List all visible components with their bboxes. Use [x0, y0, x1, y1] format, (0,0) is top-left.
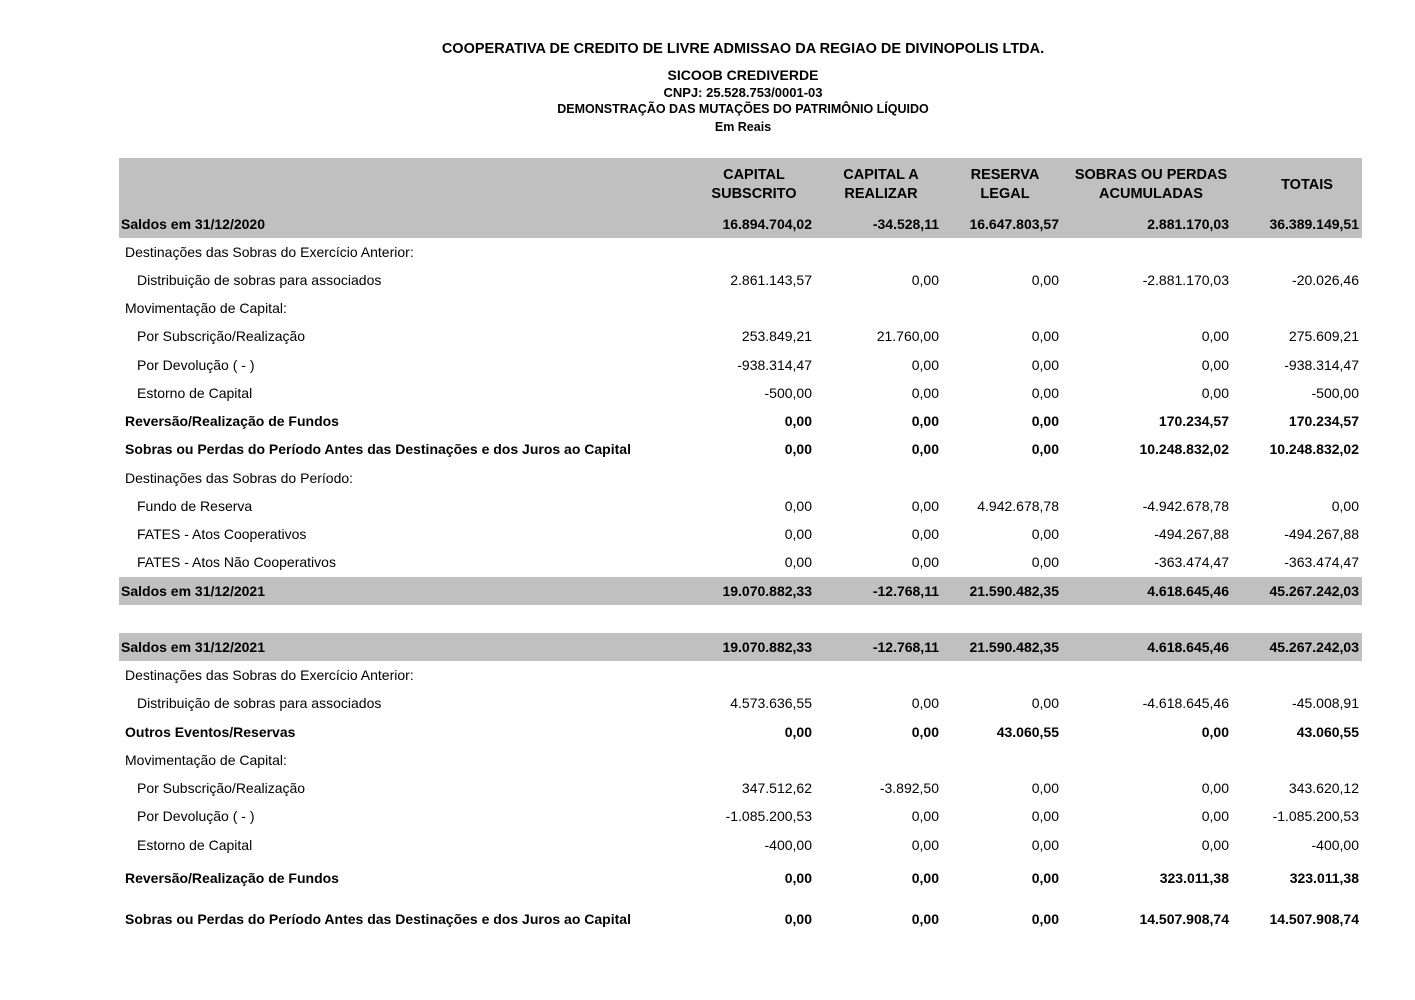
row-value: 0,00: [1031, 870, 1059, 886]
row-value: 0,00: [911, 554, 939, 570]
column-header-capital-subscrito: CAPITAL SUBSCRITO: [711, 167, 797, 202]
row-value: 0,00: [911, 272, 939, 288]
row-value: -3.892,50: [879, 780, 939, 796]
row-value: -1.085.200,53: [1272, 808, 1359, 824]
row-value: 45.267.242,03: [1269, 583, 1359, 599]
row-value: -34.528,11: [872, 216, 939, 232]
row-value: 0,00: [1031, 780, 1059, 796]
row-value: -20.026,46: [1292, 272, 1359, 288]
column-header-sobras-ou-perdas: SOBRAS OU PERDAS ACUMULADAS: [1074, 167, 1228, 202]
row-value: 0,00: [911, 870, 939, 886]
row-value: 0,00: [911, 498, 939, 514]
table-row: [119, 864, 1362, 892]
row-value: -400,00: [764, 837, 812, 853]
row-value: 0,00: [911, 526, 939, 542]
table-row: [119, 577, 1362, 605]
table-row: [119, 548, 1362, 576]
row-value: -363.474,47: [1284, 554, 1359, 570]
row-value: 170.234,57: [1158, 413, 1229, 429]
row-label: Destinações das Sobras do Exercício Anterior:: [125, 244, 414, 260]
row-label: Destinações das Sobras do Exercício Anterior:: [125, 667, 414, 683]
row-value: -494.267,88: [1154, 526, 1229, 542]
row-value: 347.512,62: [741, 780, 812, 796]
row-value: 0,00: [1201, 837, 1229, 853]
row-value: -938.314,47: [1284, 357, 1359, 373]
row-value: -363.474,47: [1154, 554, 1229, 570]
row-value: 0,00: [1201, 724, 1229, 740]
row-label: FATES - Atos Não Cooperativos: [137, 554, 336, 570]
row-label: Estorno de Capital: [137, 837, 253, 853]
table-row: [119, 689, 1362, 717]
row-value: 4.618.645,46: [1147, 639, 1229, 655]
row-label: FATES - Atos Cooperativos: [137, 526, 307, 542]
company-brand: SICOOB CREDIVERDE: [667, 67, 819, 83]
table-row: [119, 322, 1362, 350]
row-label: Por Subscrição/Realização: [137, 328, 306, 344]
row-label: Destinações das Sobras do Período:: [125, 470, 354, 486]
row-value: 0,00: [911, 441, 939, 457]
row-value: -2.881.170,03: [1142, 272, 1229, 288]
row-label: Por Devolução ( - ): [137, 808, 255, 824]
row-value: 21.760,00: [876, 328, 939, 344]
table-row: [119, 718, 1362, 746]
row-value: 43.060,55: [996, 724, 1059, 740]
row-label: Sobras ou Perdas do Período Antes das Destinações e dos Juros ao Capital: [125, 911, 631, 927]
table-row: [119, 774, 1362, 802]
row-value: 0,00: [784, 526, 812, 542]
row-value: -12.768,11: [872, 639, 939, 655]
row-value: 36.389.149,51: [1269, 216, 1359, 232]
row-value: -938.314,47: [737, 357, 812, 373]
report-title: DEMONSTRAÇÃO DAS MUTAÇÕES DO PATRIMÔNIO LÍQUIDO: [557, 102, 929, 116]
row-value: -1.085.200,53: [725, 808, 812, 824]
company-cnpj: CNPJ: 25.528.753/0001-03: [663, 85, 823, 100]
row-label: Distribuição de sobras para associados: [137, 695, 382, 711]
row-value: 4.942.678,78: [977, 498, 1059, 514]
row-value: 45.267.242,03: [1269, 639, 1359, 655]
row-value: 0,00: [911, 911, 939, 927]
row-value: 343.620,12: [1288, 780, 1359, 796]
row-value: 0,00: [784, 498, 812, 514]
row-value: 16.894.704,02: [722, 216, 812, 232]
row-value: 2.861.143,57: [730, 272, 812, 288]
row-value: 0,00: [911, 357, 939, 373]
row-value: 16.647.803,57: [969, 216, 1059, 232]
row-value: 0,00: [1031, 695, 1059, 711]
row-label: Reversão/Realização de Fundos: [125, 870, 339, 886]
row-value: 0,00: [784, 724, 812, 740]
column-header-totais: TOTAIS: [1281, 177, 1333, 193]
row-value: 14.507.908,74: [1269, 911, 1359, 927]
row-value: 170.234,57: [1288, 413, 1359, 429]
row-value: 4.618.645,46: [1147, 583, 1229, 599]
table-row: [119, 238, 1362, 266]
row-value: -12.768,11: [872, 583, 939, 599]
table-row: [119, 633, 1362, 661]
row-value: 0,00: [1031, 328, 1059, 344]
row-value: 0,00: [911, 724, 939, 740]
row-value: 0,00: [911, 808, 939, 824]
row-value: -500,00: [1311, 385, 1359, 401]
row-value: -500,00: [764, 385, 812, 401]
table-row: [119, 435, 1362, 463]
table-row: [119, 464, 1362, 492]
row-label: Outros Eventos/Reservas: [125, 724, 296, 740]
company-name: COOPERATIVA DE CREDITO DE LIVRE ADMISSAO DA REGIAO DE DIVINOPOLIS LTDA.: [441, 41, 1045, 57]
row-label: Movimentação de Capital:: [125, 300, 287, 316]
table-row: [119, 210, 1362, 238]
row-label: Reversão/Realização de Fundos: [125, 413, 339, 429]
table-row: [119, 379, 1362, 407]
table-row: [119, 831, 1362, 859]
table-row: [119, 746, 1362, 774]
row-value: 0,00: [1031, 911, 1059, 927]
row-value: -400,00: [1311, 837, 1359, 853]
table-row: [119, 266, 1362, 294]
row-value: -494.267,88: [1284, 526, 1359, 542]
row-value: 0,00: [1031, 385, 1059, 401]
row-value: 2.881.170,03: [1147, 216, 1229, 232]
row-value: 19.070.882,33: [722, 639, 812, 655]
column-header-reserva-legal: RESERVA LEGAL: [970, 167, 1040, 202]
row-value: 323.011,38: [1159, 870, 1229, 886]
row-label: Saldos em 31/12/2021: [121, 639, 265, 655]
row-value: -4.618.645,46: [1142, 695, 1229, 711]
row-value: 0,00: [1031, 357, 1059, 373]
row-value: 0,00: [1031, 837, 1059, 853]
row-label: Distribuição de sobras para associados: [137, 272, 382, 288]
row-value: 0,00: [911, 385, 939, 401]
row-label: Estorno de Capital: [137, 385, 253, 401]
row-value: 19.070.882,33: [722, 583, 812, 599]
row-value: 14.507.908,74: [1139, 911, 1229, 927]
row-value: -4.942.678,78: [1142, 498, 1229, 514]
table-row: [119, 802, 1362, 830]
table-row: [119, 661, 1362, 689]
row-label: Saldos em 31/12/2020: [121, 216, 265, 232]
table-row: [119, 520, 1362, 548]
column-header-capital-a-realizar: CAPITAL A REALIZAR: [843, 167, 919, 202]
row-value: 0,00: [1201, 808, 1229, 824]
row-value: 0,00: [911, 413, 939, 429]
row-value: 0,00: [1331, 498, 1359, 514]
currency-note: Em Reais: [714, 120, 772, 134]
row-value: -45.008,91: [1292, 695, 1359, 711]
row-value: 0,00: [1031, 272, 1059, 288]
row-label: Fundo de Reserva: [137, 498, 253, 514]
table-row: [119, 407, 1362, 435]
row-value: 10.248.832,02: [1269, 441, 1359, 457]
row-value: 21.590.482,35: [969, 583, 1059, 599]
row-value: 43.060,55: [1296, 724, 1359, 740]
row-label: Por Devolução ( - ): [137, 357, 255, 373]
row-value: 0,00: [784, 441, 812, 457]
row-value: 0,00: [1201, 328, 1229, 344]
table-row: [119, 351, 1362, 379]
row-value: 275.609,21: [1288, 328, 1359, 344]
row-label: Sobras ou Perdas do Período Antes das Destinações e dos Juros ao Capital: [125, 441, 631, 457]
table-row: [119, 294, 1362, 322]
row-value: 0,00: [1031, 808, 1059, 824]
row-label: Por Subscrição/Realização: [137, 780, 306, 796]
row-value: 0,00: [784, 870, 812, 886]
row-value: 0,00: [1031, 441, 1059, 457]
row-value: 0,00: [1201, 385, 1229, 401]
row-label: Saldos em 31/12/2021: [121, 583, 265, 599]
table-row: [119, 905, 1362, 933]
row-value: 0,00: [1031, 413, 1059, 429]
row-label: Movimentação de Capital:: [125, 752, 287, 768]
row-value: 0,00: [784, 554, 812, 570]
table-header: [119, 158, 1362, 210]
row-value: 0,00: [911, 695, 939, 711]
row-value: 10.248.832,02: [1139, 441, 1229, 457]
row-value: 21.590.482,35: [969, 639, 1059, 655]
row-value: 253.849,21: [741, 328, 812, 344]
row-value: 323.011,38: [1289, 870, 1359, 886]
row-value: 0,00: [1201, 780, 1229, 796]
row-value: 0,00: [1031, 526, 1059, 542]
row-value: 0,00: [1031, 554, 1059, 570]
row-value: 0,00: [784, 911, 812, 927]
row-value: 0,00: [911, 837, 939, 853]
row-value: 0,00: [784, 413, 812, 429]
row-value: 0,00: [1201, 357, 1229, 373]
row-value: 4.573.636,55: [730, 695, 812, 711]
table-row: [119, 492, 1362, 520]
